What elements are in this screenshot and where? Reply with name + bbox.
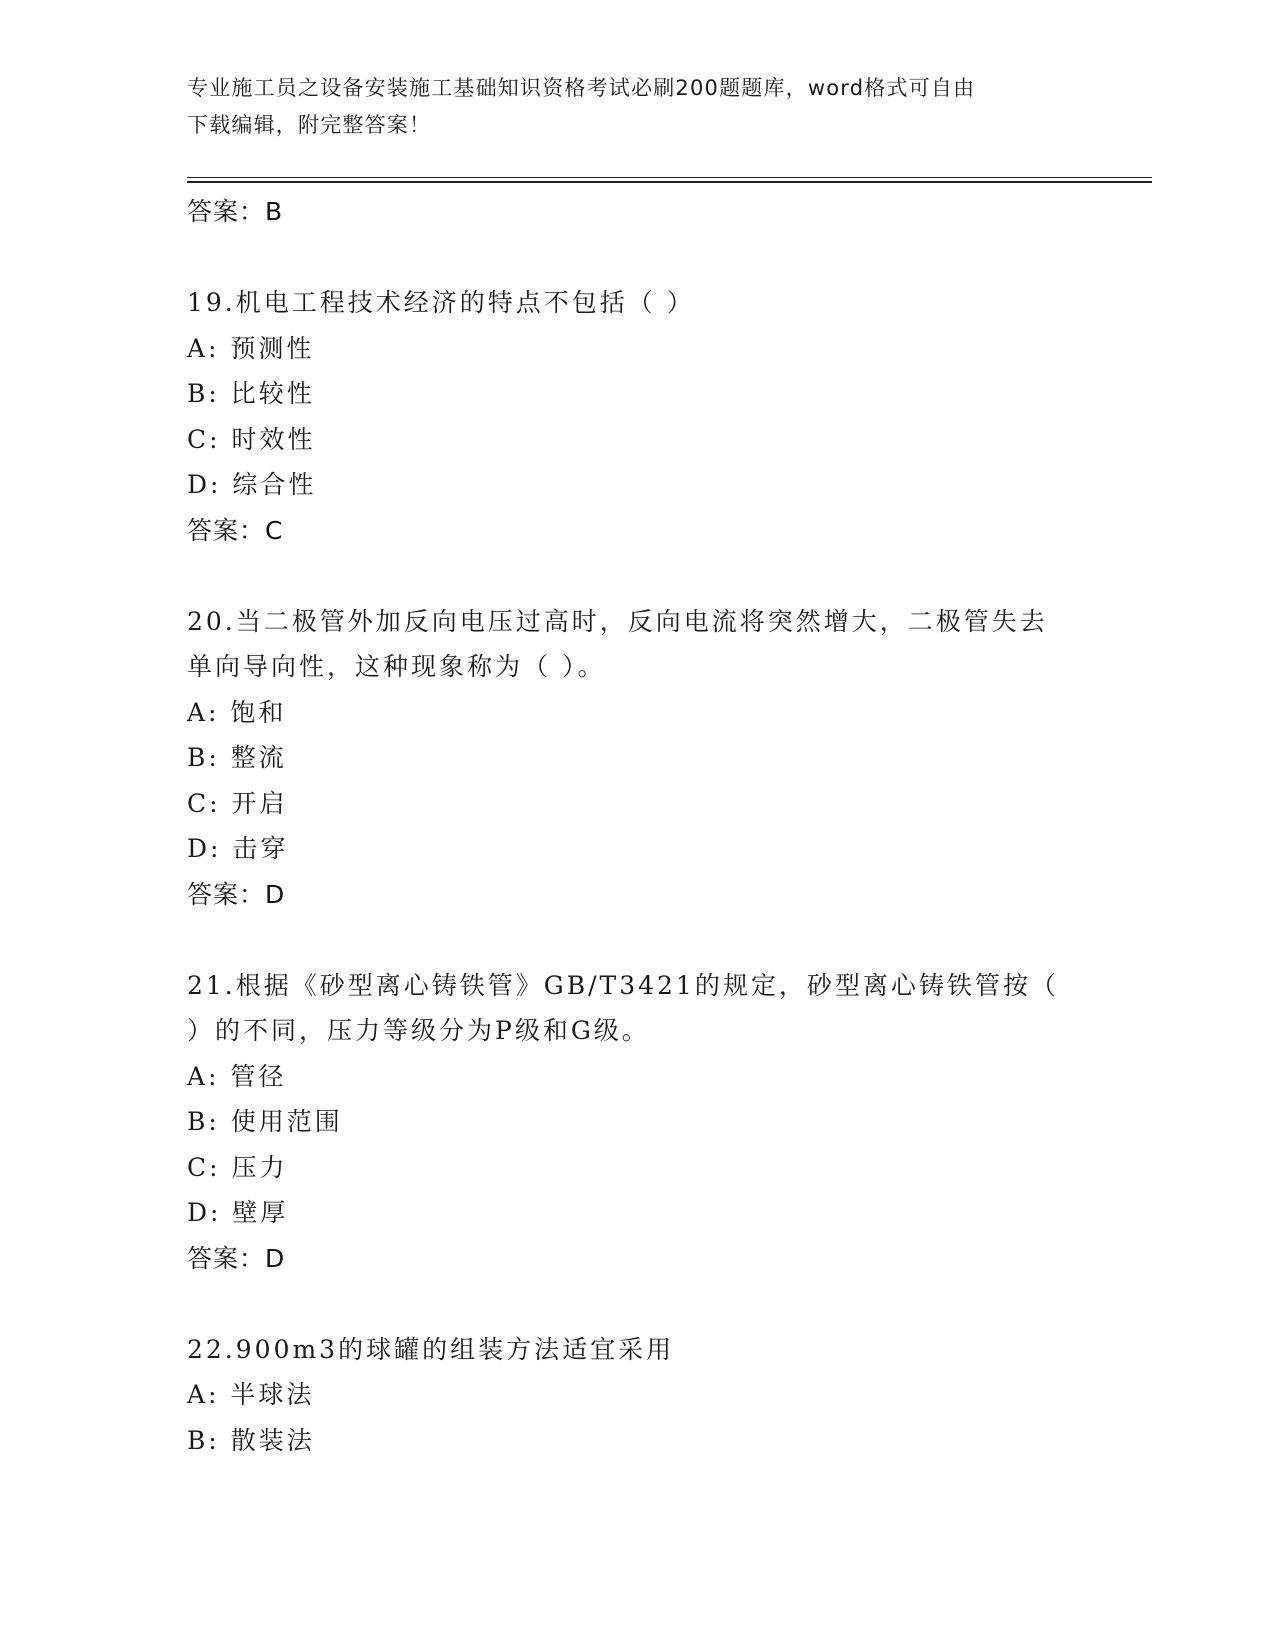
question-text-continued: 单向导向性，这种现象称为（ ）。: [187, 652, 606, 681]
question-text: 19.机电工程技术经济的特点不包括（ ）: [187, 288, 695, 317]
option-a: A: 预测性: [187, 333, 315, 363]
option-b: B: 整流: [187, 743, 287, 772]
option-a: A: 半球法: [187, 1380, 315, 1409]
option-b: B: 散装法: [187, 1425, 315, 1455]
option-b: B: 使用范围: [187, 1107, 343, 1136]
question-text-continued: ）的不同，压力等级分为P级和G级。: [187, 1016, 650, 1045]
option-c: C: 时效性: [187, 424, 316, 454]
option-c: C: 开启: [187, 788, 288, 818]
option-b: B: 比较性: [187, 379, 315, 408]
question-block: [187, 599, 1147, 918]
option-d: D: 击穿: [187, 834, 289, 863]
question-text: 21.根据《砂型离心铸铁管》GB/T3421的规定，砂型离心铸铁管按（: [187, 970, 1059, 1000]
question-block: [187, 1327, 1147, 1464]
question-block: [187, 280, 1147, 553]
option-d: D: 综合性: [187, 470, 317, 499]
option-c: C: 压力: [187, 1152, 288, 1182]
previous-answer: 答案：B: [187, 197, 284, 226]
answer: 答案：D: [187, 1243, 286, 1273]
header-line-2: 下载编辑，附完整答案！: [187, 113, 432, 137]
question-list: [187, 186, 1147, 1463]
answer: 答案：D: [187, 879, 286, 909]
question-block: [187, 963, 1147, 1282]
spacer: [187, 235, 1147, 281]
question-text: 20.当二极管外加反向电压过高时，反向电流将突然增大，二极管失去: [187, 606, 1048, 636]
header-line-1: 专业施工员之设备安装施工基础知识资格考试必刷200题题库，word格式可自由: [187, 76, 976, 100]
question-text: 22.900m3的球罐的组装方法适宜采用: [187, 1334, 675, 1364]
option-a: A: 饱和: [187, 697, 287, 727]
answer: 答案：C: [187, 515, 284, 545]
header-divider-thick: [187, 181, 1152, 183]
header-divider-thin: [187, 177, 1152, 178]
document-header: [187, 70, 1087, 144]
spacer: [187, 1281, 1147, 1327]
spacer: [187, 917, 1147, 963]
spacer: [187, 553, 1147, 599]
option-a: A: 管径: [187, 1061, 287, 1091]
option-d: D: 壁厚: [187, 1198, 289, 1227]
